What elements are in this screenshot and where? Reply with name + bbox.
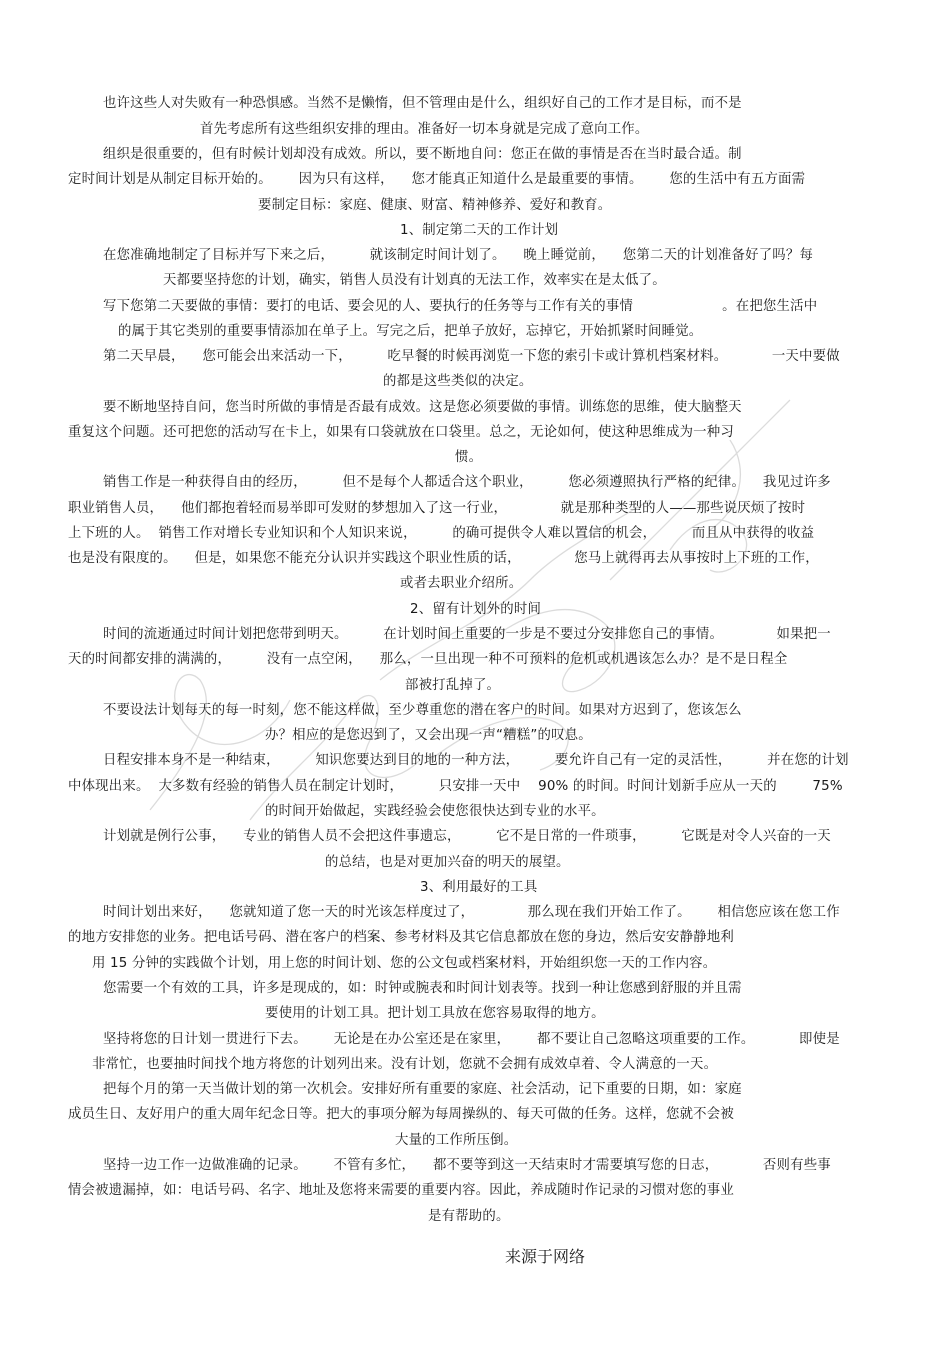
text-line: 的时间开始做起，实践经验会使您很快达到专业的水平。 (265, 804, 605, 819)
source-footer: 来源于网络 (504, 1247, 585, 1266)
text-line: 要使用的计划工具。把计划工具放在您容易取得的地方。 (265, 1006, 605, 1021)
text-line: 首先考虑所有这些组织安排的理由。准备好一切本身就是完成了意向工作。 (200, 122, 649, 137)
text-line: 办？相应的是您迟到了，又会出现一声“糟糕”的叹息。 (265, 728, 592, 743)
text-line: 坚持将您的日计划一贯进行下去。 无论是在办公室还是在家里， 都不要让自己忽略这项重要的工作。 即使是 (103, 1032, 840, 1047)
section-heading: 2、留有计划外的时间 (410, 602, 542, 617)
text-line: 的总结，也是对更加兴奋的明天的展望。 (325, 855, 570, 870)
text-line: 要不断地坚持自问，您当时所做的事情是否最有成效。这是您必须要做的事情。训练您的思维，使大脑整天 (103, 400, 742, 415)
text-line: 把每个月的第一天当做计划的第一次机会。安排好所有重要的家庭、社会活动，记下重要的日期，如：家庭 (103, 1082, 742, 1097)
text-line: 重复这个问题。还可把您的活动写在卡上，如果有口袋就放在口袋里。总之，无论如何，使这种思维成为一种习 (68, 425, 734, 440)
text-line: 上下班的人。 销售工作对增长专业知识和个人知识来说， 的确可提供令人难以置信的机会， 而且从中获得的收益 (68, 526, 815, 541)
text-line: 天的时间都安排的满满的， 没有一点空闲， 那么，一旦出现一种不可预料的危机或机遇该怎么办？是不是日程全 (68, 652, 788, 667)
text-line: 在您准确地制定了目标并写下来之后， 就该制定时间计划了。 晚上睡觉前， 您第二天的计划准备好了吗？每 (103, 248, 814, 263)
text-line: 也是没有限度的。 但是，如果您不能充分认识并实践这个职业性质的话， 您马上就得再去从事按时上下班的工作， (68, 551, 819, 566)
text-line: 情会被遗漏掉，如：电话号码、名字、地址及您将来需要的重要内容。因此，养成随时作记录的习惯对您的事业 (68, 1183, 734, 1198)
text-line: 您需要一个有效的工具，许多是现成的，如：时钟或腕表和时间计划表等。找到一种让您感到舒服的并且需 (103, 981, 742, 996)
text-line: 第二天早晨， 您可能会出来活动一下， 吃早餐的时候再浏览一下您的索引卡或计算机档案材料。 一天中要做 (103, 349, 840, 364)
text-line: 不要设法计划每天的每一时刻，您不能这样做，至少尊重您的潜在客户的时间。如果对方迟到了，您该怎么 (103, 703, 742, 718)
text-line: 日程安排本身不是一种结束， 知识您要达到目的地的一种方法， 要允许自己有一定的灵活性， 并在您的计划 (103, 753, 849, 768)
text-line: 要制定目标：家庭、健康、财富、精神修养、爱好和教育。 (258, 198, 612, 213)
text-line: 写下您第二天要做的事情：要打的电话、要会见的人、要执行的任务等与工作有关的事情 。在把您生活中 (103, 299, 818, 314)
text-line: 时间计划出来好， 您就知道了您一天的时光该怎样度过了， 那么现在我们开始工作了。 相信您应该在您工作 (103, 905, 840, 920)
text-line: 的都是这些类似的决定。 (383, 374, 533, 389)
section-heading: 3、利用最好的工具 (420, 880, 538, 895)
text-line: 的地方安排您的业务。把电话号码、潜在客户的档案、参考材料及其它信息都放在您的身边，然后安安静静地利 (68, 930, 734, 945)
text-line: 是有帮助的。 (428, 1209, 510, 1224)
text-line: 部被打乱掉了。 (405, 678, 501, 693)
text-line: 也许这些人对失败有一种恐惧感。当然不是懒惰，但不管理由是什么，组织好自己的工作才是目标，而不是 (103, 96, 742, 111)
text-line: 成员生日、友好用户的重大周年纪念日等。把大的事项分解为每周操纵的、每天可做的任务。这样，您就不会被 (68, 1107, 734, 1122)
text-line: 中体现出来。 大多数有经验的销售人员在制定计划时， 只安排一天中 90% 的时间。时间计划新手应从一天的 75% (68, 779, 843, 794)
text-line: 计划就是例行公事， 专业的销售人员不会把这件事遗忘， 它不是日常的一件琐事， 它既是对令人兴奋的一天 (103, 829, 831, 844)
text-line: 销售工作是一种获得自由的经历， 但不是每个人都适合这个职业， 您必须遵照执行严格的纪律。 我见过许多 (103, 475, 831, 490)
text-line: 职业销售人员， 他们都抱着轻而易举即可发财的梦想加入了这一行业， 就是那种类型的人——那些说厌烦了按时 (68, 501, 806, 516)
text-line: 时间的流逝通过时间计划把您带到明天。 在计划时间上重要的一步是不要过分安排您自己的事情。 如果把一 (103, 627, 831, 642)
text-line: 非常忙，也要抽时间找个地方将您的计划列出来。没有计划，您就不会拥有成效卓着、令人满意的一天。 (92, 1057, 718, 1072)
text-line: 惯。 (455, 450, 483, 465)
text-line: 用 15 分钟的实践做个计划，用上您的时间计划、您的公文包或档案材料，开始组织您一天的工作内容。 (92, 956, 717, 971)
text-line: 或者去职业介绍所。 (400, 576, 523, 591)
text-line: 组织是很重要的，但有时候计划却没有成效。所以，要不断地自问：您正在做的事情是否在当时最合适。制 (103, 147, 742, 162)
text-line: 天都要坚持您的计划，确实，销售人员没有计划真的无法工作，效率实在是太低了。 (163, 273, 666, 288)
text-line: 定时间计划是从制定目标开始的。 因为只有这样， 您才能真正知道什么是最重要的事情。 您的生活中有五方面需 (68, 172, 806, 187)
section-heading: 1、制定第二天的工作计划 (400, 223, 559, 238)
text-line: 的属于其它类别的重要事情添加在单子上。写完之后，把单子放好，忘掉它，开始抓紧时间睡觉。 (118, 324, 703, 339)
text-line: 坚持一边工作一边做准确的记录。 不管有多忙， 都不要等到这一天结束时才需要填写您的日志， 否则有些事 (103, 1158, 831, 1173)
text-line: 大量的工作所压倒。 (395, 1133, 518, 1148)
